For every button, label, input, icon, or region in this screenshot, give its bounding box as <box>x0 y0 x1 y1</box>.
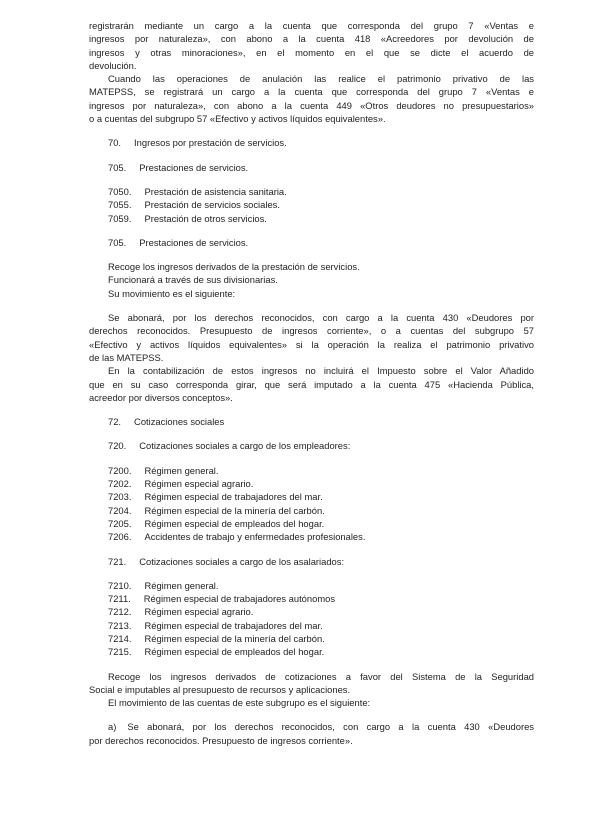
paragraph <box>89 287 534 300</box>
paragraph-text: Se abonará, por los derechos reconocidos, con cargo a la cuenta 430 «Deudores <box>127 721 534 733</box>
account-item <box>89 236 534 249</box>
paragraph-line: Se abonará, por los derechos reconocidos, con cargo a la cuenta 430 «Deudores por <box>108 312 534 324</box>
paragraph-line: «Efectivo y activos líquidos equivalentes» si la operación la realiza el patrimonio privativo <box>89 338 534 350</box>
account-number: 7203. <box>108 491 132 503</box>
account-label: Accidentes de trabajo y enfermedades profesionales. <box>144 531 366 543</box>
account-number: 7204. <box>108 504 132 516</box>
account-item <box>89 619 534 632</box>
account-label: Ingresos por prestación de servicios. <box>134 137 287 149</box>
account-number: 7213. <box>108 619 132 631</box>
account-item <box>89 415 534 428</box>
account-label: Régimen especial de la minería del carbón. <box>144 504 325 516</box>
account-item <box>89 504 534 517</box>
account-number: 705. <box>108 161 127 173</box>
paragraph-line: El movimiento de las cuentas de este subgrupo es el siguiente: <box>108 697 371 709</box>
account-item <box>89 592 534 605</box>
account-label: Prestaciones de servicios. <box>139 161 249 173</box>
account-item <box>89 555 534 568</box>
paragraph <box>89 72 534 125</box>
account-label: Régimen especial de trabajadores del mar. <box>144 619 323 631</box>
account-label: Régimen especial agrario. <box>144 478 254 490</box>
paragraph <box>89 696 534 709</box>
paragraph-line: Social e imputables al presupuesto de recursos y aplicaciones. <box>89 683 351 695</box>
account-label: Prestación de otros servicios. <box>144 212 267 224</box>
account-number: 7205. <box>108 517 132 529</box>
paragraph-line: registrarán mediante un cargo a la cuenta que corresponda del grupo 7 «Ventas e <box>89 20 534 31</box>
account-number: 7211. <box>108 593 131 605</box>
account-number: 7059. <box>108 212 132 224</box>
account-item <box>89 632 534 645</box>
account-label: Prestación de asistencia sanitaria. <box>144 185 287 197</box>
paragraph-line: Funcionará a través de sus divisionarias. <box>108 274 278 286</box>
account-item <box>89 490 534 503</box>
account-item <box>89 439 534 452</box>
paragraph-line: que en su caso corresponda girar, que será imputado a la cuenta 475 «Hacienda Pública, <box>89 378 534 390</box>
account-label: Régimen especial de empleados del hogar. <box>144 646 325 658</box>
paragraph <box>89 720 534 747</box>
paragraph-line: ingresos por naturaleza», con abono a la cuenta 449 «Otros deudores no presupuestarios» <box>89 99 534 111</box>
paragraph <box>89 311 534 364</box>
paragraph-line: acreedor por diversos conceptos». <box>89 391 233 403</box>
paragraph-line: Recoge los ingresos derivados de la prestación de servicios. <box>108 261 360 273</box>
account-label: Régimen especial agrario. <box>144 606 254 618</box>
account-label: Régimen especial de trabajadores del mar. <box>144 491 323 503</box>
account-item <box>89 605 534 618</box>
paragraph <box>89 364 534 404</box>
account-label: Régimen general. <box>144 579 219 591</box>
account-item <box>89 464 534 477</box>
paragraph-line: MATEPSS, se registrará un cargo a la cuenta que corresponda del grupo 7 «Ventas e <box>89 86 534 98</box>
account-number: 720. <box>108 440 127 452</box>
paragraph-line: En la contabilización de estos ingresos no incluirá el Impuesto sobre el Valor Añadido <box>108 365 534 377</box>
account-number: 7214. <box>108 632 132 644</box>
account-label: Cotizaciones sociales <box>134 416 225 428</box>
account-label: Régimen especial de empleados del hogar. <box>144 517 325 529</box>
account-label: Prestaciones de servicios. <box>139 236 249 248</box>
account-number: 7206. <box>108 531 132 543</box>
paragraph-line <box>89 720 534 733</box>
account-number: 7215. <box>108 646 132 658</box>
account-number: 7200. <box>108 464 132 476</box>
list-marker: a) <box>108 721 117 733</box>
account-number: 7055. <box>108 199 132 211</box>
document-content <box>89 19 534 747</box>
account-label: Régimen general. <box>144 464 219 476</box>
paragraph-line: Su movimiento es el siguiente: <box>108 287 236 299</box>
account-label: Régimen especial de trabajadores autónomos <box>143 593 336 605</box>
paragraph-line: ingresos por naturaleza», con abono a la cuenta 418 «Acreedores por devolución de <box>89 33 534 45</box>
account-item <box>89 212 534 225</box>
paragraph-line: devolución. <box>89 59 137 71</box>
account-item <box>89 517 534 530</box>
account-number: 705. <box>108 236 127 248</box>
account-label: Cotizaciones sociales a cargo de los empleadores: <box>139 440 351 452</box>
account-item <box>89 530 534 543</box>
account-number: 70. <box>108 137 122 149</box>
account-number: 72. <box>108 416 122 428</box>
paragraph-line: Cuando las operaciones de anulación las realice el patrimonio privativo de las <box>108 73 534 85</box>
paragraph-line: o a cuentas del subgrupo 57 «Efectivo y activos líquidos equivalentes». <box>89 113 386 125</box>
paragraph-line: Recoge los ingresos derivados de cotizaciones a favor del Sistema de la Seguridad <box>108 670 534 682</box>
account-item <box>89 198 534 211</box>
account-item <box>89 645 534 658</box>
account-item <box>89 477 534 490</box>
account-number: 7202. <box>108 478 132 490</box>
paragraph <box>89 670 534 697</box>
account-item <box>89 161 534 174</box>
paragraph-line: de las MATEPSS. <box>89 351 164 363</box>
account-number: 7212. <box>108 606 132 618</box>
paragraph <box>89 273 534 286</box>
account-item <box>89 579 534 592</box>
account-number: 7050. <box>108 185 132 197</box>
paragraph-line: ingresos y otras minoraciones», en el momento en el que se dicte el acuerdo de <box>89 46 534 58</box>
account-number: 7210. <box>108 579 132 591</box>
paragraph-line: derechos reconocidos. Presupuesto de ingresos corriente», o a cuentas del subgrupo 57 <box>89 325 534 337</box>
paragraph-line: por derechos reconocidos. Presupuesto de ingresos corriente». <box>89 734 353 746</box>
account-label: Prestación de servicios sociales. <box>144 199 280 211</box>
account-label: Régimen especial de la minería del carbón. <box>144 632 325 644</box>
paragraph <box>89 19 534 72</box>
account-item <box>89 185 534 198</box>
paragraph <box>89 260 534 273</box>
account-item <box>89 136 534 149</box>
account-label: Cotizaciones sociales a cargo de los asalariados: <box>139 555 345 567</box>
account-number: 721. <box>108 555 127 567</box>
